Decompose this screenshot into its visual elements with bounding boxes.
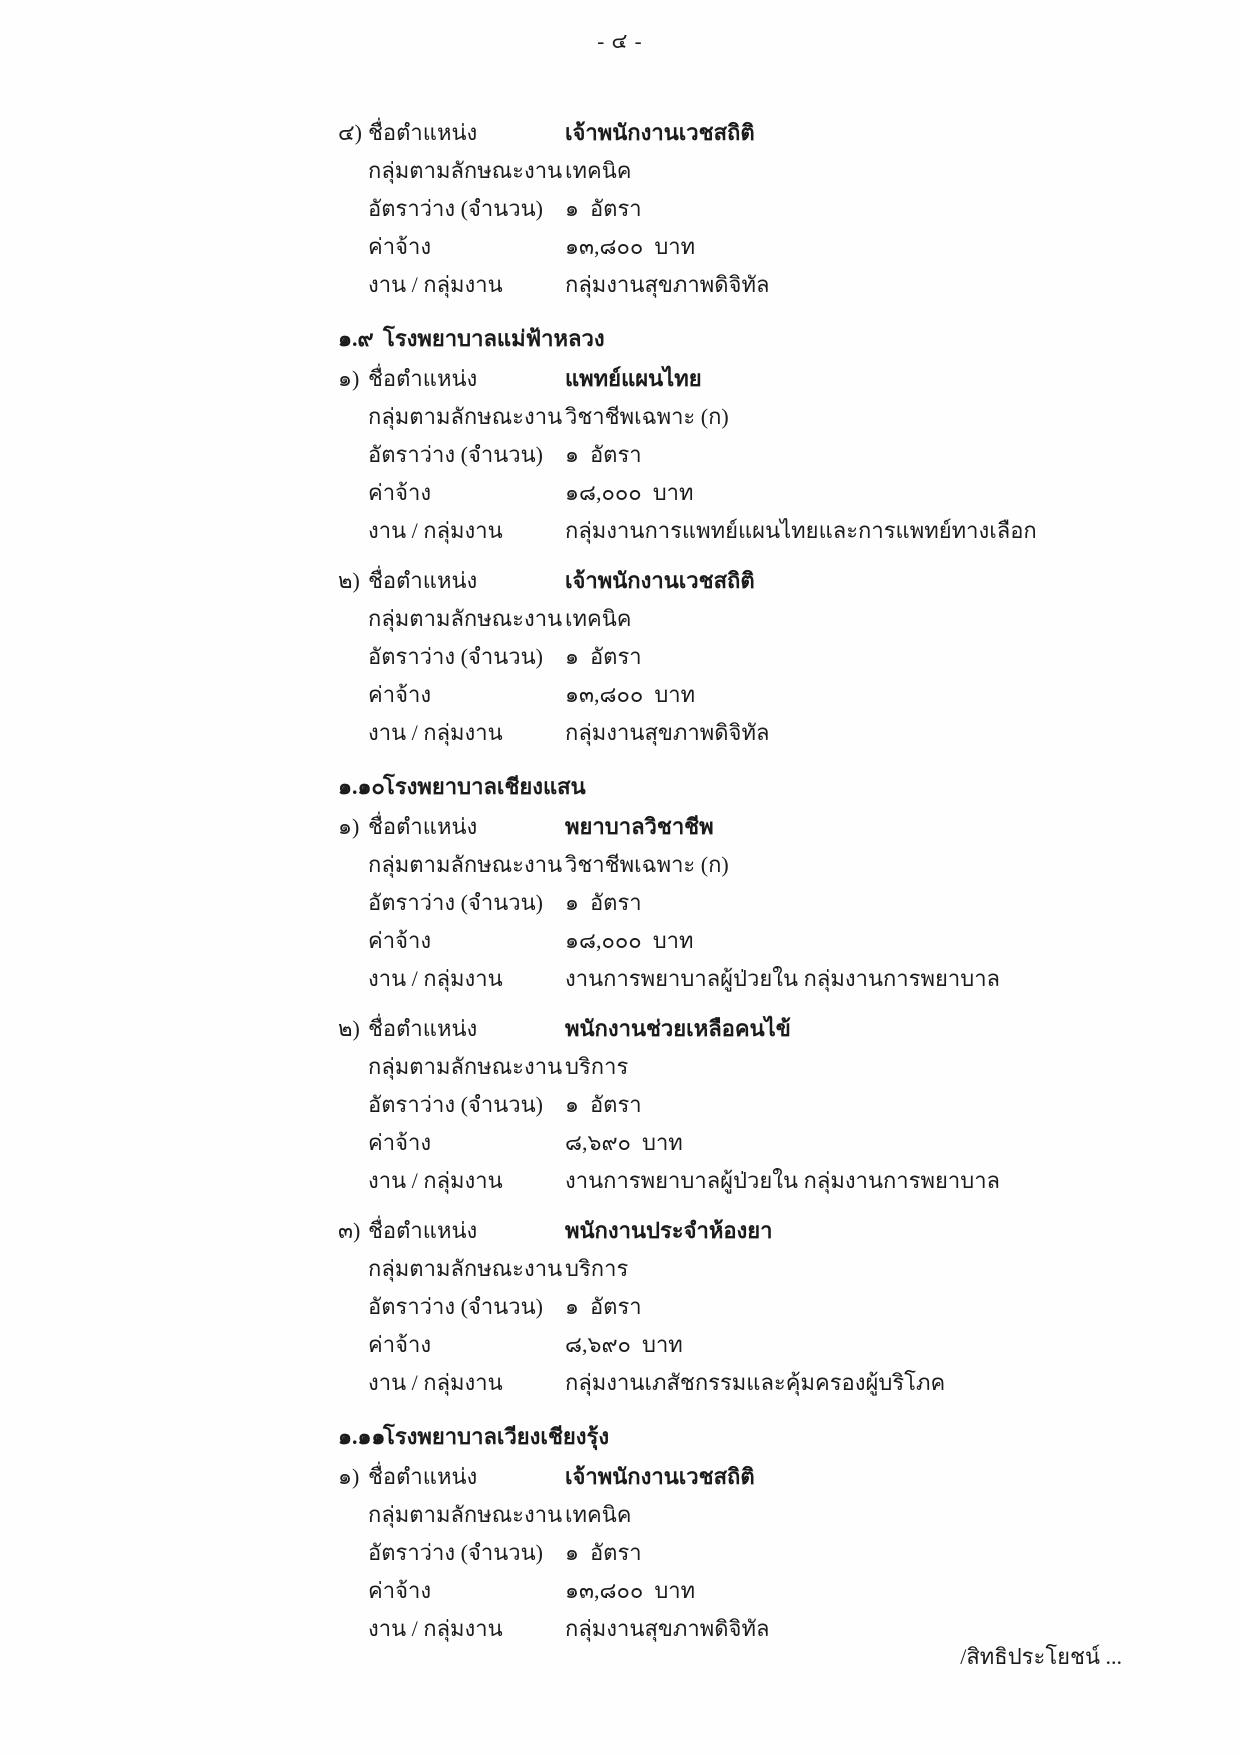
field-row xyxy=(338,360,1180,398)
entry-number xyxy=(338,884,368,922)
entry-number xyxy=(338,1288,368,1326)
field-value: เจ้าพนักงานเวชสถิติ xyxy=(565,1464,755,1489)
entry-number xyxy=(338,638,368,676)
entry-number xyxy=(338,512,368,550)
field-label: ชื่อตำแหน่ง xyxy=(368,1016,478,1041)
hospital-section-number: ๑.๑๑ xyxy=(338,1424,386,1449)
entry-number: ๔) xyxy=(338,120,362,145)
field-value: เจ้าพนักงานเวชสถิติ xyxy=(565,120,755,145)
field-row xyxy=(338,474,1180,512)
field-value: กลุ่มงานเภสัชกรรมและคุ้มครองผู้บริโภค xyxy=(565,1370,946,1395)
field-value: กลุ่มงานสุขภาพดิจิทัล xyxy=(565,272,770,297)
field-label: ชื่อตำแหน่ง xyxy=(368,814,478,839)
field-label: อัตราว่าง (จำนวน) xyxy=(368,442,543,467)
job-entry xyxy=(338,1212,1180,1402)
field-label: งาน / กลุ่มงาน xyxy=(368,272,503,297)
field-label: อัตราว่าง (จำนวน) xyxy=(368,644,543,669)
field-label: ชื่อตำแหน่ง xyxy=(368,120,478,145)
entry-number xyxy=(338,600,368,638)
entry-number xyxy=(338,474,368,512)
field-label: อัตราว่าง (จำนวน) xyxy=(368,1540,543,1565)
field-value: ๑ อัตรา xyxy=(565,644,642,669)
entry-number xyxy=(338,1124,368,1162)
field-row xyxy=(338,152,1180,190)
field-value: งานการพยาบาลผู้ป่วยใน กลุ่มงานการพยาบาล xyxy=(565,966,1001,991)
field-label: งาน / กลุ่มงาน xyxy=(368,518,503,543)
field-row xyxy=(338,1326,1180,1364)
field-row xyxy=(338,638,1180,676)
entry-number: ๑) xyxy=(338,814,360,839)
field-value: บริการ xyxy=(565,1054,629,1079)
field-label: อัตราว่าง (จำนวน) xyxy=(368,1294,543,1319)
entry-number xyxy=(338,676,368,714)
job-entry xyxy=(338,360,1180,550)
field-value: ๑ อัตรา xyxy=(565,442,642,467)
hospital-section-name: โรงพยาบาลแม่ฟ้าหลวง xyxy=(383,326,605,351)
field-label: ค่าจ้าง xyxy=(368,682,432,707)
field-label: กลุ่มตามลักษณะงาน xyxy=(368,1054,563,1079)
field-row xyxy=(338,114,1180,152)
continuation-note: /สิทธิประโยชน์ ... xyxy=(960,1644,1122,1669)
field-row xyxy=(338,266,1180,304)
job-entry xyxy=(338,1458,1180,1648)
hospital-section-header xyxy=(338,320,1180,358)
entry-number xyxy=(338,398,368,436)
field-row xyxy=(338,1162,1180,1200)
entry-number: ๑) xyxy=(338,366,360,391)
entry-number xyxy=(338,1250,368,1288)
field-row xyxy=(338,1572,1180,1610)
field-value: ๑ อัตรา xyxy=(565,1540,642,1565)
entry-number xyxy=(338,714,368,752)
field-value: แพทย์แผนไทย xyxy=(565,366,702,391)
field-label: ค่าจ้าง xyxy=(368,928,432,953)
field-label: อัตราว่าง (จำนวน) xyxy=(368,890,543,915)
field-row xyxy=(338,884,1180,922)
field-label: งาน / กลุ่มงาน xyxy=(368,966,503,991)
entry-number xyxy=(338,1086,368,1124)
field-row xyxy=(338,1250,1180,1288)
field-value: ๘,๖๙๐ บาท xyxy=(565,1332,683,1357)
field-row xyxy=(338,228,1180,266)
field-row xyxy=(338,922,1180,960)
field-row xyxy=(338,1496,1180,1534)
field-label: ค่าจ้าง xyxy=(368,1578,432,1603)
field-label: ชื่อตำแหน่ง xyxy=(368,1464,478,1489)
field-value: งานการพยาบาลผู้ป่วยใน กลุ่มงานการพยาบาล xyxy=(565,1168,1001,1193)
field-value: บริการ xyxy=(565,1256,629,1281)
entry-number xyxy=(338,922,368,960)
field-label: ชื่อตำแหน่ง xyxy=(368,366,478,391)
field-value: ๑๓,๘๐๐ บาท xyxy=(565,682,696,707)
hospital-section-number: ๑.๑๐ xyxy=(338,774,385,799)
field-label: กลุ่มตามลักษณะงาน xyxy=(368,1502,563,1527)
field-row xyxy=(338,436,1180,474)
field-label: กลุ่มตามลักษณะงาน xyxy=(368,158,563,183)
field-value: กลุ่มงานสุขภาพดิจิทัล xyxy=(565,1616,770,1641)
field-row xyxy=(338,1010,1180,1048)
field-label: ชื่อตำแหน่ง xyxy=(368,1218,478,1243)
field-label: อัตราว่าง (จำนวน) xyxy=(368,196,543,221)
field-label: งาน / กลุ่มงาน xyxy=(368,1370,503,1395)
field-value: เจ้าพนักงานเวชสถิติ xyxy=(565,568,755,593)
field-row xyxy=(338,562,1180,600)
field-label: กลุ่มตามลักษณะงาน xyxy=(368,606,563,631)
field-label: ค่าจ้าง xyxy=(368,480,432,505)
field-label: งาน / กลุ่มงาน xyxy=(368,1168,503,1193)
document-body xyxy=(0,114,1240,1648)
entry-number xyxy=(338,228,368,266)
field-label: กลุ่มตามลักษณะงาน xyxy=(368,852,563,877)
entry-number: ๓) xyxy=(338,1218,361,1243)
entry-number xyxy=(338,846,368,884)
field-row xyxy=(338,512,1180,550)
field-row xyxy=(338,190,1180,228)
hospital-section-number: ๑.๙ xyxy=(338,326,374,351)
field-value: ๑ อัตรา xyxy=(565,196,642,221)
hospital-section-header xyxy=(338,1418,1180,1456)
field-value: กลุ่มงานสุขภาพดิจิทัล xyxy=(565,720,770,745)
entry-number xyxy=(338,1534,368,1572)
entry-number xyxy=(338,1048,368,1086)
field-value: พนักงานช่วยเหลือคนไข้ xyxy=(565,1016,791,1041)
field-value: ๘,๖๙๐ บาท xyxy=(565,1130,683,1155)
field-row xyxy=(338,676,1180,714)
field-value: วิชาชีพเฉพาะ (ก) xyxy=(565,404,729,429)
field-row xyxy=(338,1364,1180,1402)
field-row xyxy=(338,1212,1180,1250)
field-row xyxy=(338,1458,1180,1496)
field-label: ค่าจ้าง xyxy=(368,1332,432,1357)
entry-number xyxy=(338,1610,368,1648)
entry-number xyxy=(338,190,368,228)
entry-number xyxy=(338,1162,368,1200)
field-row xyxy=(338,1534,1180,1572)
field-value: ๑ อัตรา xyxy=(565,1294,642,1319)
field-value: เทคนิค xyxy=(565,606,632,631)
entry-number xyxy=(338,436,368,474)
job-entry xyxy=(338,114,1180,304)
page-number: - ๔ - xyxy=(597,29,643,53)
field-label: อัตราว่าง (จำนวน) xyxy=(368,1092,543,1117)
field-value: ๑ อัตรา xyxy=(565,1092,642,1117)
field-value: ๑๓,๘๐๐ บาท xyxy=(565,1578,696,1603)
field-row xyxy=(338,1048,1180,1086)
field-value: เทคนิค xyxy=(565,158,632,183)
field-label: งาน / กลุ่มงาน xyxy=(368,720,503,745)
field-value: ๑๓,๘๐๐ บาท xyxy=(565,234,696,259)
field-row xyxy=(338,846,1180,884)
entry-number xyxy=(338,960,368,998)
field-row xyxy=(338,808,1180,846)
entry-number xyxy=(338,1496,368,1534)
entry-number xyxy=(338,266,368,304)
field-label: งาน / กลุ่มงาน xyxy=(368,1616,503,1641)
hospital-section-name: โรงพยาบาลเชียงแสน xyxy=(383,774,586,799)
field-label: ค่าจ้าง xyxy=(368,1130,432,1155)
field-value: พนักงานประจำห้องยา xyxy=(565,1218,773,1243)
field-value: เทคนิค xyxy=(565,1502,632,1527)
entry-number: ๒) xyxy=(338,1016,360,1041)
field-value: ๑ อัตรา xyxy=(565,890,642,915)
entry-number xyxy=(338,1572,368,1610)
field-row xyxy=(338,714,1180,752)
field-row xyxy=(338,398,1180,436)
field-row xyxy=(338,1124,1180,1162)
field-label: กลุ่มตามลักษณะงาน xyxy=(368,404,563,429)
field-label: กลุ่มตามลักษณะงาน xyxy=(368,1256,563,1281)
hospital-section-name: โรงพยาบาลเวียงเชียงรุ้ง xyxy=(383,1424,610,1449)
entry-number: ๑) xyxy=(338,1464,360,1489)
field-value: พยาบาลวิชาชีพ xyxy=(565,814,714,839)
field-row xyxy=(338,1288,1180,1326)
entry-number: ๒) xyxy=(338,568,360,593)
job-entry xyxy=(338,562,1180,752)
field-row xyxy=(338,960,1180,998)
entry-number xyxy=(338,1326,368,1364)
hospital-section-header xyxy=(338,768,1180,806)
entry-number xyxy=(338,1364,368,1402)
field-value: วิชาชีพเฉพาะ (ก) xyxy=(565,852,729,877)
field-value: กลุ่มงานการแพทย์แผนไทยและการแพทย์ทางเลือก xyxy=(565,518,1037,543)
entry-number xyxy=(338,152,368,190)
field-value: ๑๘,๐๐๐ บาท xyxy=(565,480,694,505)
job-entry xyxy=(338,1010,1180,1200)
field-row xyxy=(338,1086,1180,1124)
job-entry xyxy=(338,808,1180,998)
field-row xyxy=(338,600,1180,638)
field-label: ค่าจ้าง xyxy=(368,234,432,259)
field-value: ๑๘,๐๐๐ บาท xyxy=(565,928,694,953)
field-label: ชื่อตำแหน่ง xyxy=(368,568,478,593)
